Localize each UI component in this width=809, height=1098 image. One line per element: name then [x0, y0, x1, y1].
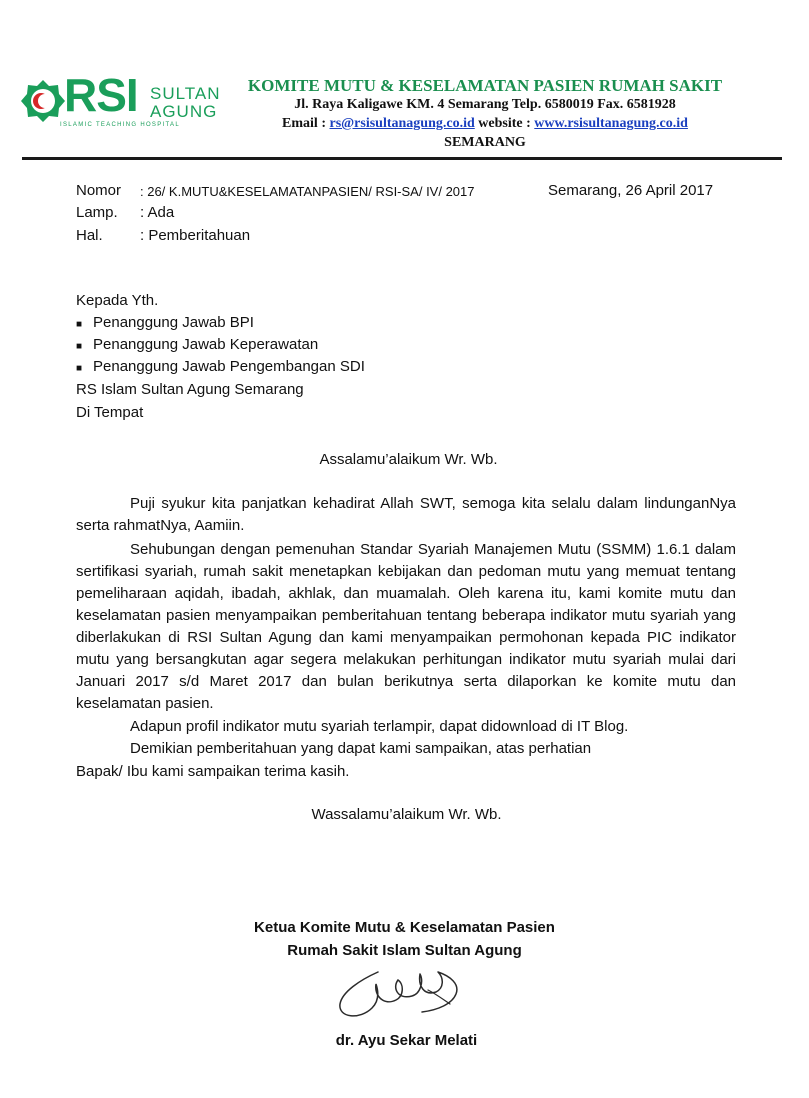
- signatory-position: Ketua Komite Mutu & Keselamatan Pasien: [254, 919, 555, 936]
- letterhead-contact: [215, 116, 755, 132]
- logo-sultan-text: SULTAN: [150, 84, 221, 103]
- logo-subtitle: ISLAMIC TEACHING HOSPITAL: [60, 122, 180, 128]
- nomor-label: Nomor: [76, 182, 122, 199]
- signatory-institution: Rumah Sakit Islam Sultan Agung: [287, 942, 522, 959]
- letterhead-city: SEMARANG: [444, 135, 526, 150]
- letter-date: Semarang, 26 April 2017: [548, 182, 714, 199]
- bullet-icon: ■: [76, 319, 83, 330]
- email-link[interactable]: rs@rsisultanagung.co.id: [329, 116, 475, 131]
- recipient-greeting: Kepada Yth.: [76, 292, 159, 309]
- lamp-label: Lamp.: [76, 204, 118, 221]
- lamp-value: : Ada: [140, 204, 175, 221]
- logo-rsi-text: RSI: [64, 69, 138, 121]
- recipient-item: Penanggung Jawab Pengembangan SDI: [93, 358, 365, 375]
- paragraph-1: Puji syukur kita panjatkan kehadirat Allah SWT, semoga kita selalu dalam lindunganNya serta rahmatNya, Aamiin.: [76, 495, 736, 534]
- hal-value: : Pemberitahuan: [140, 227, 251, 244]
- nomor-value: : 26/ K.MUTU&KESELAMATANPASIEN/ RSI-SA/ IV/ 2017: [140, 184, 475, 199]
- recipient-item: Penanggung Jawab Keperawatan: [93, 336, 319, 353]
- website-label: website :: [474, 116, 535, 131]
- recipient-item: Penanggung Jawab BPI: [93, 314, 254, 331]
- email-label: Email :: [282, 116, 330, 131]
- bullet-icon: ■: [76, 341, 83, 352]
- letterhead-divider: [22, 157, 782, 160]
- hospital-logo: [20, 69, 221, 134]
- letterhead-address: Jl. Raya Kaligawe KM. 4 Semarang Telp. 6580019 Fax. 6581928: [294, 97, 676, 112]
- recipient-org: RS Islam Sultan Agung Semarang: [76, 381, 304, 398]
- logo-agung-text: AGUNG: [150, 102, 218, 121]
- paragraph-4-line-1: Demikian pemberitahuan yang dapat kami sampaikan, atas perhatian: [130, 740, 592, 757]
- bullet-icon: ■: [76, 363, 83, 374]
- letterhead-title: KOMITE MUTU & KESELAMATAN PASIEN RUMAH SAKIT: [247, 76, 723, 95]
- closing-salutation: Wassalamu’alaikum Wr. Wb.: [311, 806, 502, 823]
- paragraph-4-line-2: Bapak/ Ibu kami sampaikan terima kasih.: [76, 763, 350, 780]
- paragraph-2: Sehubungan dengan pemenuhan Standar Syariah Manajemen Mutu (SSMM) 1.6.1 dalam sertifikasi syariah, rumah sakit menetapkan kebijakan dan pedoman mutu yang memuat tentang pemeliharaan aqidah, ibadah, akhlak, dan muamalah. Oleh karena itu, kami komite mutu dan keselamatan pasien menyampaikan pemberitahuan tentang beberapa indikator mutu syariah yang diberlakukan di RSI Sultan Agung dan kami menyampaikan permohonan kepada PIC indikator mutu yang bersangkutan agar segera melakukan perhitungan indikator mutu syariah mulai dari Januari 2017 s/d Maret 2017 dan bulan berikutnya serta dilaporkan ke komite mutu dan keselamatan pasien.: [76, 541, 736, 712]
- crescent-emblem-icon: [20, 78, 66, 124]
- paragraph-3: Adapun profil indikator mutu syariah terlampir, dapat didownload di IT Blog.: [130, 718, 629, 735]
- hal-label: Hal.: [76, 227, 103, 244]
- opening-salutation: Assalamu’alaikum Wr. Wb.: [319, 451, 498, 468]
- recipient-place: Di Tempat: [76, 404, 144, 421]
- signatory-name: dr. Ayu Sekar Melati: [335, 1032, 478, 1049]
- handwritten-signature: [320, 960, 480, 1030]
- website-link[interactable]: www.rsisultanagung.co.id: [534, 116, 688, 131]
